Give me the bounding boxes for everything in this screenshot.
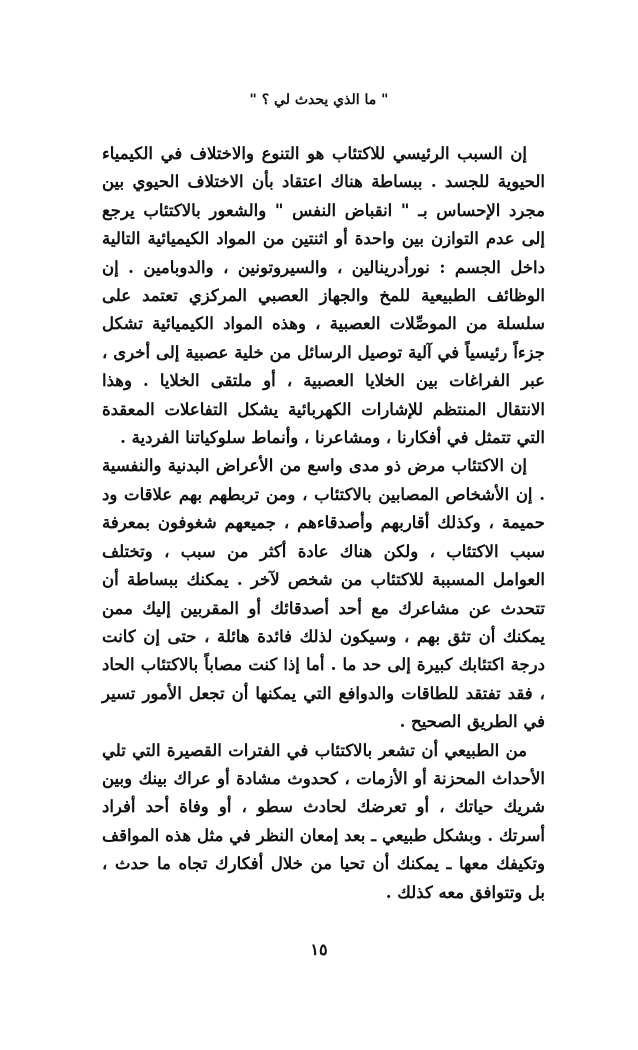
page-number: ١٥ bbox=[310, 940, 328, 959]
running-header-title: " ما الذي يحدث لي ؟ " bbox=[249, 92, 389, 108]
body-text bbox=[102, 140, 545, 907]
paragraph-1: إن السبب الرئيسي للاكتئاب هو التنوع والاختلاف في الكيمياء الحيوية للجسد . ببساطة هناك اعتقاد بأن الاختلاف الحيوي بين مجرد الإحساس بـ " انقباض النفس " والشعور بالاكتئاب يرجع إلى عدم التوازن بين واحدة أو اثنتين من المواد الكيميائية التالية داخل الجسم : نورأدرينالين ، والسيروتونين ، والدوبامين . إن الوظائف الطبيعية للمخ والجهاز العصبي المركزي تعتمد على سلسلة من الموصِّلات العصبية ، وهذه المواد الكيميائية تشكل جزءاً رئيسياً في آلية توصيل الرسائل من خلية عصبية إلى أخرى ، عبر الفراغات بين الخلايا العصبية ، أو ملتقى الخلايا . وهذا الانتقال المنتظم للإشارات الكهربائية يشكل التفاعلات المعقدة التي تتمثل في أفكارنا ، ومشاعرنا ، وأنماط سلوكياتنا الفردية . bbox=[102, 144, 545, 448]
paragraph-3: من الطبيعي أن تشعر بالاكتئاب في الفترات القصيرة التي تلي الأحداث المحزنة أو الأزمات ، كحدوث مشادة أو عراك بينك وبين شريك حياتك ، أو تعرضك لحادث سطو ، أو وفاة أحد أفراد أسرتك . وبشكل طبيعي ـ بعد إمعان النظر في مثل هذه المواقف وتكيفك معها ـ يمكنك أن تحيا من خلال أفكارك تجاه ما حدث ، بل وتتوافق معه كذلك . bbox=[102, 740, 545, 902]
paragraph-2: إن الاكتئاب مرض ذو مدى واسع من الأعراض البدنية والنفسية . إن الأشخاص المصابين بالاكتئاب ، ومن تربطهم بهم علاقات ود حميمة ، وكذلك أقاربهم وأصدقاءهم ، جميعهم شغوفون بمعرفة سبب الاكتئاب ، ولكن هناك عادة أكثر من سبب ، وتختلف العوامل المسببة للاكتئاب من شخص لآخر . يمكنك ببساطة أن تتحدث عن مشاعرك مع أحد أصدقائك أو المقربين إليك ممن يمكنك أن تثق بهم ، وسيكون لذلك فائدة هائلة ، حتى إن كانت درجة اكتئابك كبيرة إلى حد ما . أما إذا كنت مصاباً بالاكتئاب الحاد ، فقد تفتقد للطاقات والدوافع التي يمكنها أن تجعل الأمور تسير في الطريق الصحيح . bbox=[102, 456, 545, 732]
